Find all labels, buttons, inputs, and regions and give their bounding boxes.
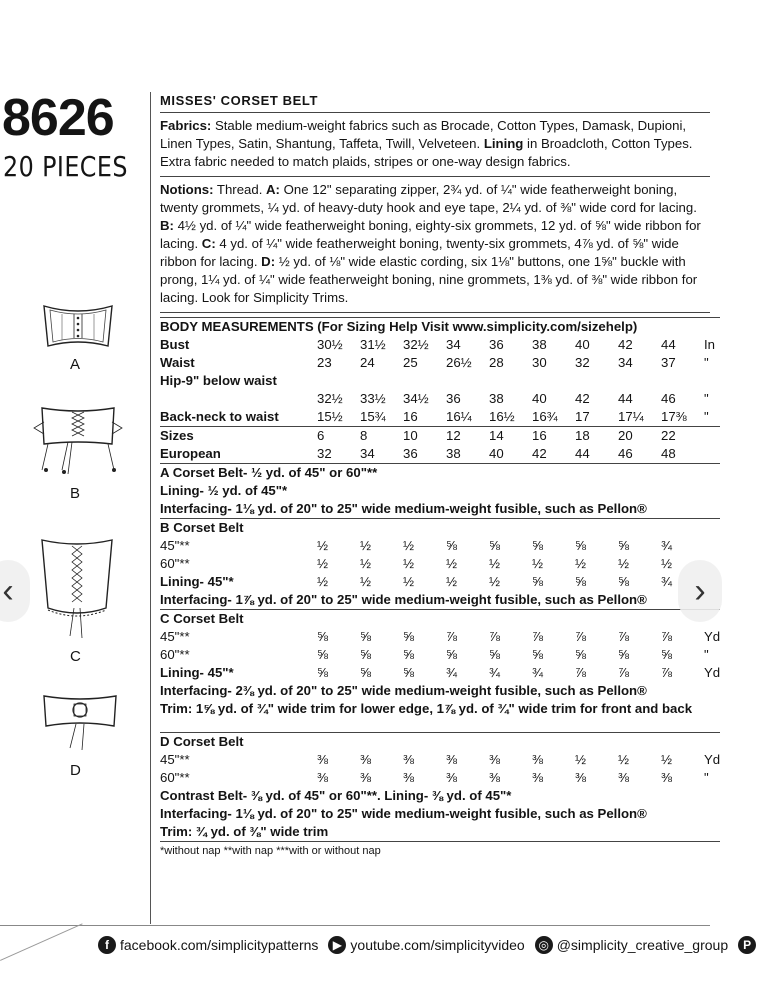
cell: ½: [446, 574, 457, 589]
cell: ⅝: [317, 647, 328, 662]
unit: ": [704, 770, 709, 785]
cell: 12: [446, 427, 489, 446]
cell: 46: [661, 391, 676, 406]
cell: ⅝: [446, 538, 457, 553]
row-label: European: [160, 446, 221, 461]
cell: 16½: [489, 409, 515, 424]
c-interfacing: Interfacing- 2⅜ yd. of 20" to 25" wide medium-weight fusible, such as Pellon®: [160, 683, 647, 698]
cell: 22: [661, 427, 704, 446]
cell: ⅝: [403, 647, 414, 662]
d-trim: Trim: ¾ yd. of ⅜" wide trim: [160, 824, 329, 839]
youtube-icon: ▶: [328, 936, 346, 954]
b-interfacing-row: [160, 591, 720, 610]
cell: ⅜: [317, 752, 328, 767]
d-row: [160, 769, 720, 787]
unit: Yd: [704, 665, 721, 680]
cell: 18: [575, 427, 618, 446]
b-row: [160, 537, 720, 555]
social-links: [98, 936, 760, 954]
view-a-illustration: [38, 300, 118, 352]
cell: 15½: [317, 409, 343, 424]
c-trim: Trim: 1⅝ yd. of ¾" wide trim for lower edge, 1⅞ yd. of ¾" wide trim for front and back: [160, 701, 693, 716]
cell: 17: [575, 409, 590, 424]
cell: [403, 372, 446, 390]
unit: ": [704, 647, 709, 662]
body-row: [160, 390, 720, 408]
cell: ⅜: [618, 770, 629, 785]
cell: 33½: [360, 391, 386, 406]
a-corset-belt-row: [160, 464, 720, 483]
pattern-number: 8626: [2, 89, 114, 147]
d-row: [160, 751, 720, 769]
cell: 16: [403, 409, 418, 424]
c-trim-row: [160, 700, 720, 718]
cell: ⅝: [489, 647, 500, 662]
row-label: Lining- 45"*: [160, 574, 234, 589]
b-heading-row: [160, 519, 720, 538]
cell: ½: [575, 752, 586, 767]
cell: 10: [403, 427, 446, 446]
cell: [489, 372, 532, 390]
cell: ⅝: [360, 665, 371, 680]
cell: ⅝: [532, 574, 543, 589]
row-label: Sizes: [160, 427, 317, 446]
cell: 34½: [403, 391, 429, 406]
cell: [360, 372, 403, 390]
instagram-icon: ◎: [535, 936, 553, 954]
a-interfacing: Interfacing- 1⅛ yd. of 20" to 25" wide medium-weight fusible, such as Pellon®: [160, 501, 647, 516]
cell: 32: [575, 355, 590, 370]
unit: [704, 445, 720, 464]
pieces-count: 20 PIECES: [3, 150, 128, 183]
notions-d-label: D:: [261, 254, 276, 269]
body-row: [160, 354, 720, 372]
notions-c-label: C:: [201, 236, 216, 251]
c-row: [160, 664, 720, 682]
cell: ⅝: [446, 647, 457, 662]
cell: ⅝: [575, 647, 586, 662]
cell: ⅞: [618, 665, 629, 680]
cell: ⅜: [575, 770, 586, 785]
c-row: [160, 646, 720, 664]
cell: ⅞: [446, 629, 457, 644]
cell: ⅜: [403, 752, 414, 767]
cell: ¾: [489, 665, 500, 680]
cell: ⅝: [317, 665, 328, 680]
next-arrow-button[interactable]: ›: [678, 560, 722, 622]
cell: 40: [489, 446, 504, 461]
notions-text: Thread.: [213, 182, 267, 197]
row-label: Waist: [160, 355, 195, 370]
cell: 44: [575, 446, 590, 461]
cell: 23: [317, 355, 332, 370]
notions-a-label: A:: [266, 182, 280, 197]
view-d-label: D: [70, 762, 81, 779]
cell: ⅝: [532, 647, 543, 662]
cell: 40: [532, 391, 547, 406]
footnote: *without nap **with nap ***with or without nap: [160, 842, 720, 861]
cell: 38: [489, 391, 504, 406]
c-heading-row: [160, 610, 720, 629]
cell: ½: [403, 538, 414, 553]
cell: [317, 372, 360, 390]
cell: 17⅜: [661, 409, 687, 424]
cell: 30½: [317, 337, 343, 352]
cell: ½: [661, 752, 672, 767]
cell: ⅜: [317, 770, 328, 785]
cell: 32½: [403, 337, 429, 352]
cell: ½: [489, 574, 500, 589]
row-label: 60"**: [160, 647, 190, 662]
cell: 32: [317, 446, 332, 461]
cell: ½: [317, 574, 328, 589]
view-b-illustration: [28, 400, 128, 480]
footer-divider: [0, 925, 710, 926]
cell: 48: [661, 446, 676, 461]
view-c-label: C: [70, 648, 81, 665]
cell: 31½: [360, 337, 386, 352]
notions-b-label: B:: [160, 218, 174, 233]
cell: ⅝: [360, 629, 371, 644]
facebook-icon: f: [98, 936, 116, 954]
cell: ½: [489, 556, 500, 571]
cell: [575, 372, 618, 390]
footnote-row: [160, 842, 720, 861]
row-label: 60"**: [160, 770, 190, 785]
cell: ¾: [661, 574, 672, 589]
cell: ⅝: [403, 629, 414, 644]
cell: ½: [403, 556, 414, 571]
body-row: [160, 372, 720, 390]
cell: 40: [575, 337, 590, 352]
body-row: [160, 336, 720, 354]
cell: 8: [360, 427, 403, 446]
unit: ": [704, 355, 709, 370]
cell: ⅝: [618, 647, 629, 662]
cell: ⅜: [661, 770, 672, 785]
cell: ⅜: [489, 752, 500, 767]
cell: 32½: [317, 391, 343, 406]
cell: 6: [317, 427, 360, 446]
cell: ⅞: [661, 665, 672, 680]
view-b-label: B: [70, 485, 81, 502]
spacer: [160, 718, 720, 733]
row-label: [160, 390, 317, 408]
cell: ⅝: [575, 538, 586, 553]
cell: ½: [618, 752, 629, 767]
cell: ⅝: [489, 538, 500, 553]
cell: ⅞: [575, 629, 586, 644]
sizes-row: [160, 427, 720, 446]
cell: 34: [360, 446, 375, 461]
cell: ¾: [532, 665, 543, 680]
cell: 36: [489, 337, 504, 352]
d-interfacing: Interfacing- 1⅛ yd. of 20" to 25" wide medium-weight fusible, such as Pellon®: [160, 806, 647, 821]
cell: 36: [403, 446, 418, 461]
c-interfacing-row: [160, 682, 720, 700]
cell: ½: [317, 556, 328, 571]
cell: ⅜: [532, 770, 543, 785]
row-label: Lining- 45"*: [160, 665, 234, 680]
cell: [618, 372, 661, 390]
cell: ⅞: [618, 629, 629, 644]
unit: ": [704, 391, 709, 406]
c-row: [160, 628, 720, 646]
fabrics-text: Stable medium-weight fabrics such as Brocade, Cotton Types, Damask, Dupioni, Linen Types, Satin, Shantung, Taffeta, Twill, Velveteen.: [160, 118, 687, 151]
cell: 42: [575, 391, 590, 406]
european-row: [160, 445, 720, 464]
notions-d-text: ½ yd. of ⅛" wide elastic cording, six 1⅛" buttons, one 1⅝" buckle with prong, 1¼ yd. of ¼" wide featherweight boning, nine grommets, 1⅜ yd. of ⅜" wide ribbon for lacing. Look for Simplicity Trims.: [160, 254, 698, 305]
cell: ½: [360, 538, 371, 553]
cell: ⅜: [446, 752, 457, 767]
row-label: 45"**: [160, 752, 190, 767]
row-label: 45"**: [160, 538, 190, 553]
cell: 44: [661, 337, 676, 352]
unit: [704, 427, 720, 446]
row-label: Back-neck to waist: [160, 409, 279, 424]
cell: 16: [532, 427, 575, 446]
facebook-link[interactable]: facebook.com/simplicitypatterns: [120, 937, 319, 953]
cell: 44: [618, 391, 633, 406]
view-a-label: A: [70, 356, 81, 373]
cell: 46: [618, 446, 633, 461]
cell: ⅜: [403, 770, 414, 785]
cell: 14: [489, 427, 532, 446]
d-contrast: Contrast Belt- ⅜ yd. of 45" or 60"**. Lining- ⅜ yd. of 45"*: [160, 788, 512, 803]
notions-c-text: 4 yd. of ¼" wide featherweight boning, twenty-six grommets, 4⅞ yd. of ⅝" wide ribbon for lacing.: [160, 236, 679, 269]
cell: ⅜: [360, 752, 371, 767]
cell: 37: [661, 355, 676, 370]
d-heading-row: [160, 733, 720, 752]
cell: ⅝: [360, 647, 371, 662]
d-trim-row: [160, 823, 720, 842]
row-label: 45"**: [160, 629, 190, 644]
cell: 30: [532, 355, 547, 370]
cell: 36: [446, 391, 461, 406]
cell: [661, 372, 704, 390]
cell: 24: [360, 355, 375, 370]
unit: Yd: [704, 752, 721, 767]
cell: ⅝: [403, 665, 414, 680]
cell: ⅞: [532, 629, 543, 644]
notions-label: Notions:: [160, 182, 214, 197]
row-label: Bust: [160, 337, 190, 352]
cell: 38: [446, 446, 461, 461]
cell: ½: [532, 556, 543, 571]
body-row: [160, 408, 720, 427]
cell: 42: [532, 446, 547, 461]
a-interfacing-row: [160, 500, 720, 519]
notions-b-text: 4½ yd. of ¼" wide featherweight boning, eighty-six grommets, 12 yd. of ⅝" wide ribbon for lacing.: [160, 218, 701, 251]
cell: ⅝: [618, 538, 629, 553]
cell: ⅞: [489, 629, 500, 644]
a-corset-belt: A Corset Belt- ½ yd. of 45" or 60"**: [160, 464, 720, 483]
cell: ½: [575, 556, 586, 571]
a-lining-row: [160, 482, 720, 500]
cell: ⅞: [661, 629, 672, 644]
cell: ⅜: [532, 752, 543, 767]
notions-block: [160, 181, 710, 313]
cell: 38: [532, 337, 547, 352]
d-contrast-row: [160, 787, 720, 805]
b-interfacing: Interfacing- 1⅞ yd. of 20" to 25" wide medium-weight fusible, such as Pellon®: [160, 592, 647, 607]
cell: ½: [618, 556, 629, 571]
cell: 15¾: [360, 409, 386, 424]
notions-a-text: One 12" separating zipper, 2¾ yd. of ¼" wide featherweight boning, twenty grommets, ¼ yd. of heavy-duty hook and eye tape, 2¼ yd. of ⅜" wide cord for lacing.: [160, 182, 697, 215]
cell: 25: [403, 355, 418, 370]
unit: [704, 537, 720, 555]
cell: 17¼: [618, 409, 644, 424]
prev-arrow-button[interactable]: ‹: [0, 560, 30, 622]
cell: 28: [489, 355, 504, 370]
cell: 34: [446, 337, 461, 352]
cell: ⅝: [575, 574, 586, 589]
cell: ⅜: [360, 770, 371, 785]
unit: [704, 372, 720, 390]
body-measurements-heading: BODY MEASUREMENTS (For Sizing Help Visit www.simplicity.com/sizehelp): [160, 318, 720, 337]
cell: 34: [618, 355, 633, 370]
pattern-info: [160, 92, 721, 860]
a-lining: Lining- ½ yd. of 45"*: [160, 483, 288, 498]
c-heading: C Corset Belt: [160, 610, 720, 629]
cell: 42: [618, 337, 633, 352]
view-c-illustration: [34, 534, 120, 642]
cell: ¾: [446, 665, 457, 680]
unit: ": [704, 409, 709, 424]
cell: [532, 372, 575, 390]
cell: ½: [360, 574, 371, 589]
cell: 20: [618, 427, 661, 446]
view-d-illustration: [40, 690, 120, 754]
cell: ⅝: [317, 629, 328, 644]
youtube-link[interactable]: youtube.com/simplicityvideo: [350, 937, 525, 953]
body-measurements-heading-row: [160, 318, 720, 337]
yardage-table: [160, 317, 720, 860]
cell: ⅜: [489, 770, 500, 785]
cell: ⅜: [446, 770, 457, 785]
b-row: [160, 555, 720, 573]
decorative-line: [0, 923, 83, 961]
d-heading: D Corset Belt: [160, 733, 720, 752]
row-label: 60"**: [160, 556, 190, 571]
cell: ½: [360, 556, 371, 571]
b-row: [160, 573, 720, 591]
pinterest-icon[interactable]: P: [738, 936, 756, 954]
cell: ½: [446, 556, 457, 571]
unit: In: [704, 337, 715, 352]
cell: ⅝: [532, 538, 543, 553]
instagram-link[interactable]: @simplicity_creative_group: [556, 937, 729, 953]
cell: ⅝: [618, 574, 629, 589]
cell: ¾: [661, 538, 672, 553]
b-heading: B Corset Belt: [160, 519, 720, 538]
cell: ⅞: [575, 665, 586, 680]
cell: ½: [317, 538, 328, 553]
d-interfacing-row: [160, 805, 720, 823]
cell: ½: [403, 574, 414, 589]
cell: 16¼: [446, 409, 472, 424]
cell: 26½: [446, 355, 472, 370]
cell: ⅝: [661, 647, 672, 662]
cell: [446, 372, 489, 390]
cell: ½: [661, 556, 672, 571]
fabrics-block: [160, 117, 710, 177]
pattern-title: MISSES' CORSET BELT: [160, 92, 710, 113]
fabrics-lining-label: Lining: [483, 136, 524, 151]
fabrics-label: Fabrics:: [160, 118, 212, 133]
unit: Yd: [704, 629, 721, 644]
fabrics-lining-text: in Broadcloth, Cotton Types. Extra fabric needed to match plaids, stripes or one-way design fabrics.: [160, 136, 693, 169]
cell: 16¾: [532, 409, 558, 424]
divider: [150, 92, 151, 924]
row-label: Hip-9" below waist: [160, 373, 277, 388]
